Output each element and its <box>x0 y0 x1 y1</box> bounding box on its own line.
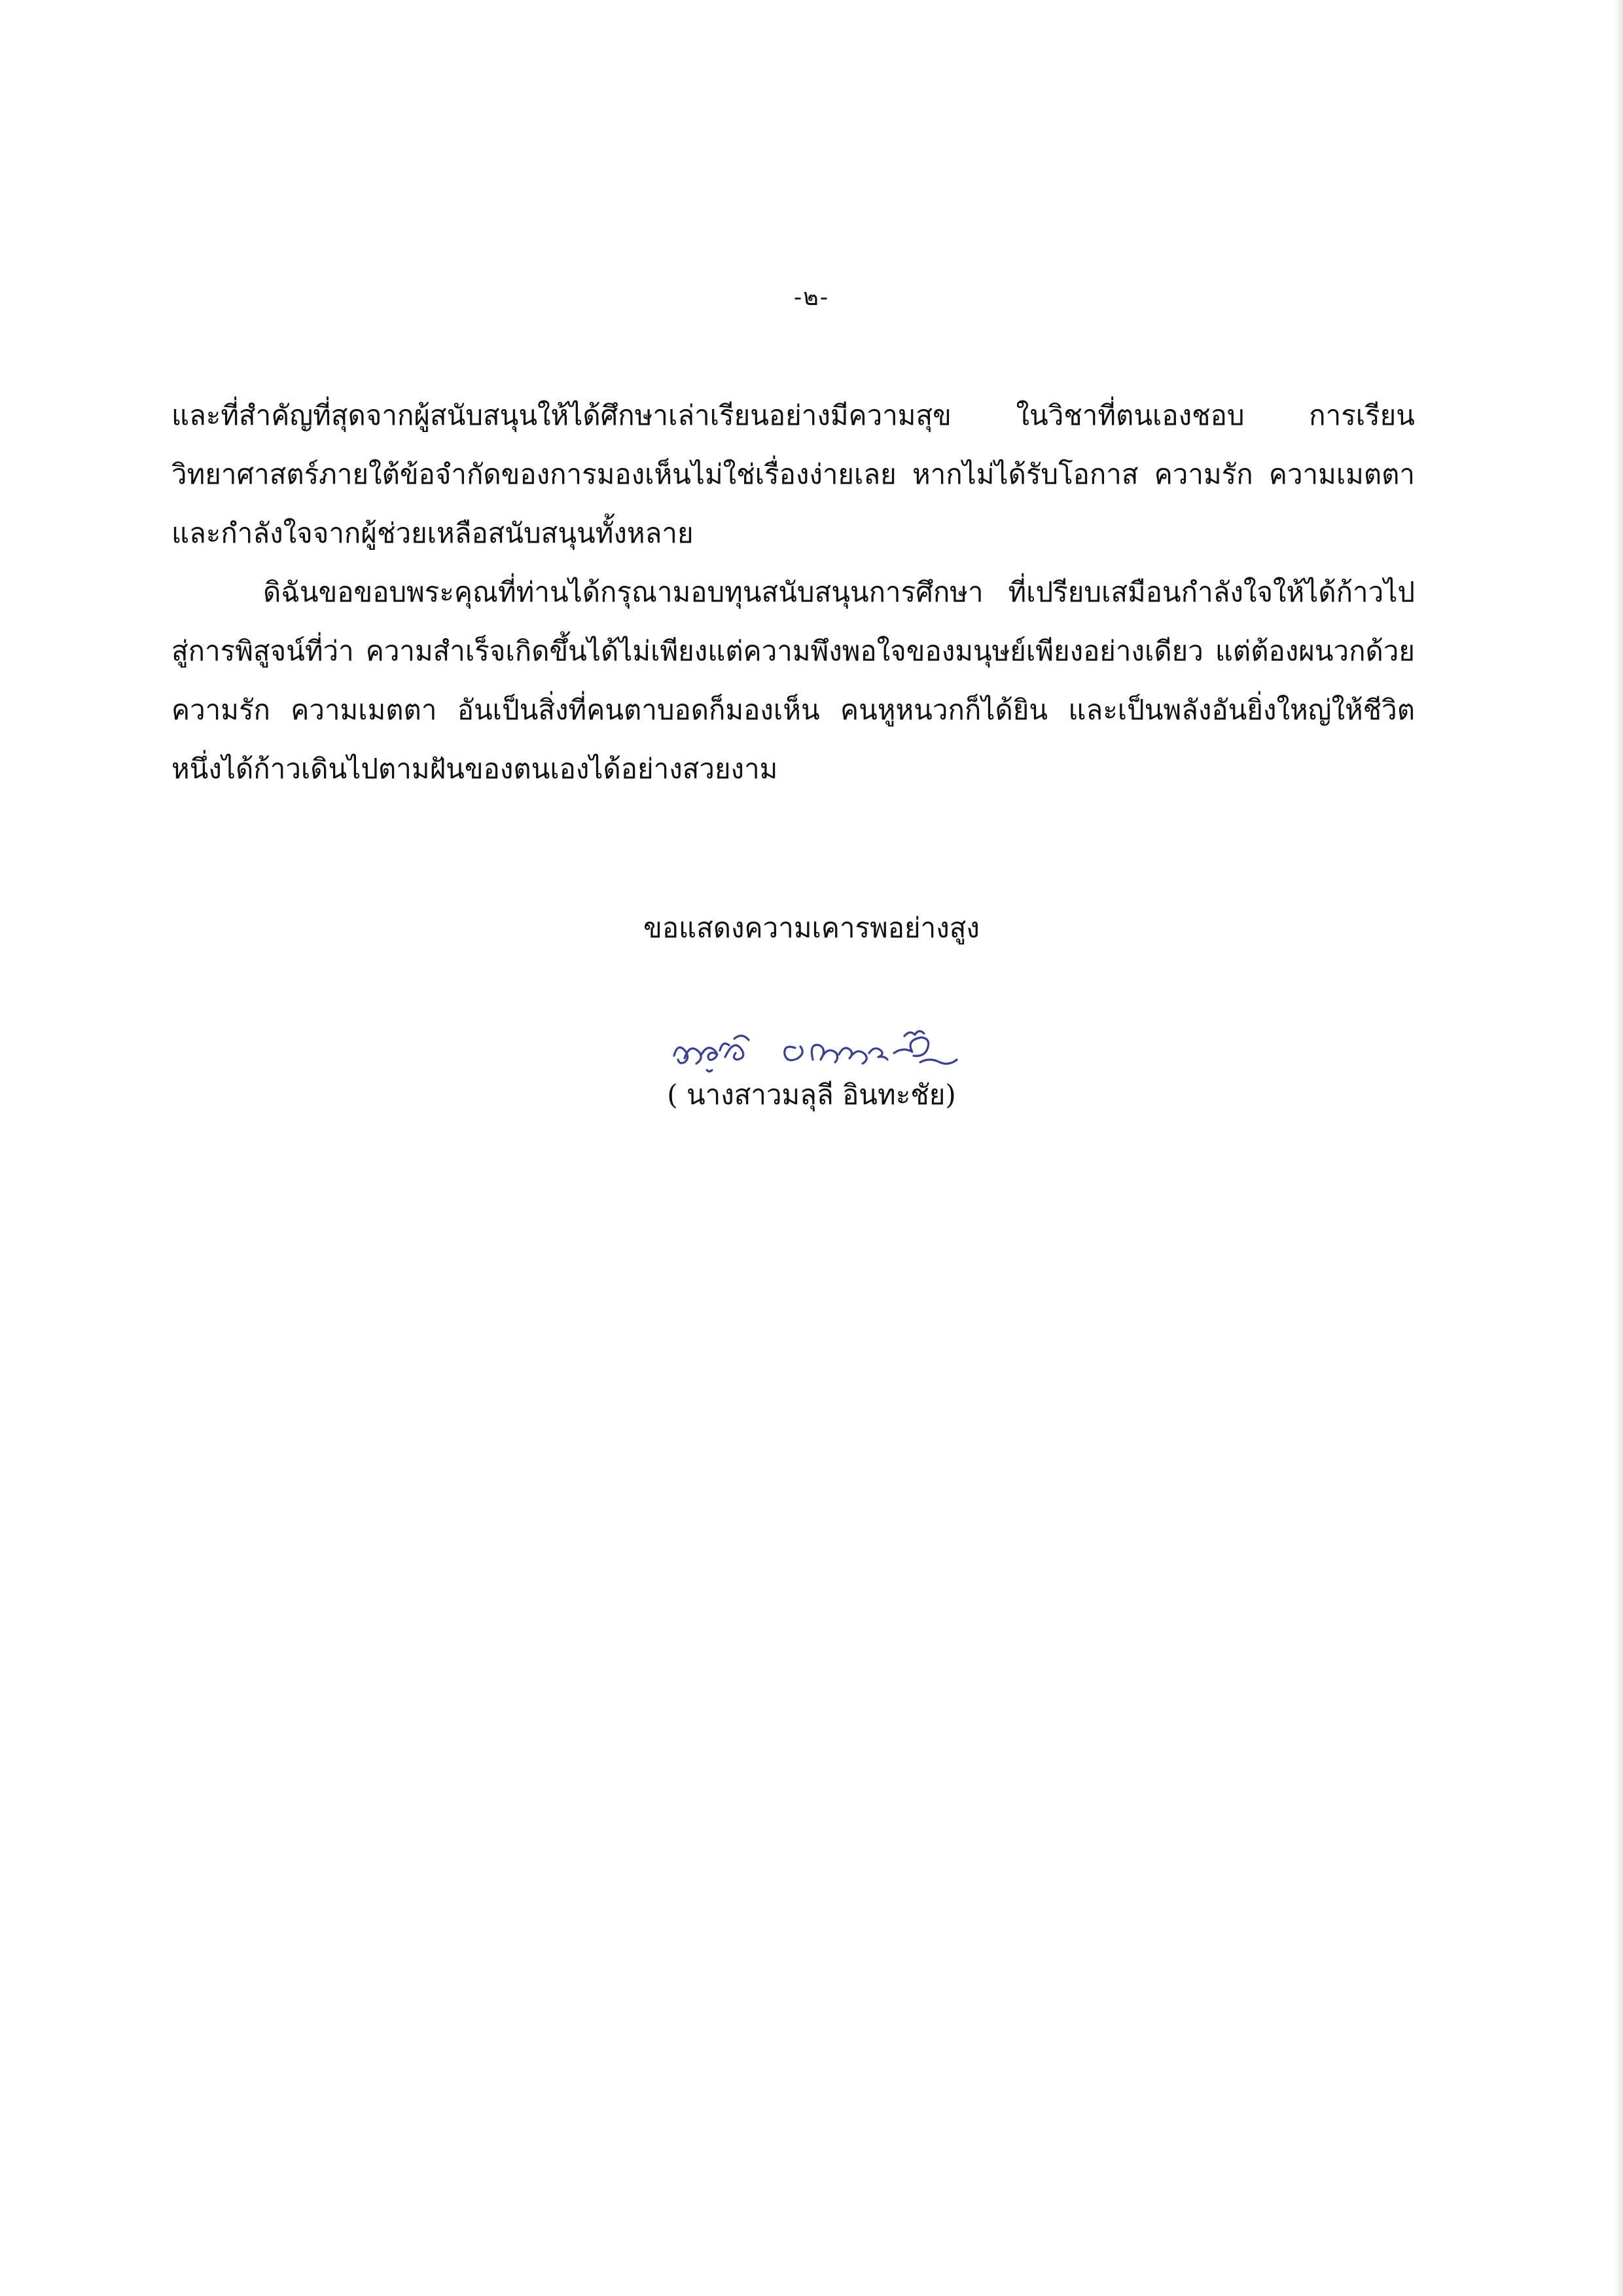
page-edge-shadow <box>1614 0 1623 2296</box>
letter-body <box>171 386 1415 798</box>
paragraph-2: ดิฉันขอขอบพระคุณที่ท่านได้กรุณามอบทุนสนับสนุนการศึกษา ที่เปรียบเสมือนกำลังใจให้ได้ก้าวไปสู่การพิสูจน์ที่ว่า ความสำเร็จเกิดขึ้นได้ไม่เพียงแต่ความพึงพอใจของมนุษย์เพียงอย่างเดียว แต่ต้องผนวกด้วยความรัก ความเมตตา อันเป็นสิ่งที่คนตาบอดก็มองเห็น คนหูหนวกก็ได้ยิน และเป็นพลังอันยิ่งใหญ่ให้ชีวิตหนึ่งได้ก้าวเดินไปตามฝันของตนเองได้อย่างสวยงาม <box>171 576 1415 785</box>
signer-name: ( นางสาวมลุลี อินทะชัย) <box>667 1079 956 1111</box>
page-number: -๒- <box>793 284 830 311</box>
closing-salutation: ขอแสดงความเคารพอย่างสูง <box>643 912 980 944</box>
paragraph-1: และที่สำคัญที่สุดจากผู้สนับสนุนให้ได้ศึกษาเล่าเรียนอย่างมีความสุข ในวิชาที่ตนเองชอบ การเรียนวิทยาศาสตร์ภายใต้ข้อจำกัดของการมองเห็นไม่ใช่เรื่องง่ายเลย หากไม่ได้รับโอกาส ความรัก ความเมตตา และกำลังใจจากผู้ช่วยเหลือสนับสนุนทั้งหลาย <box>171 399 1415 549</box>
